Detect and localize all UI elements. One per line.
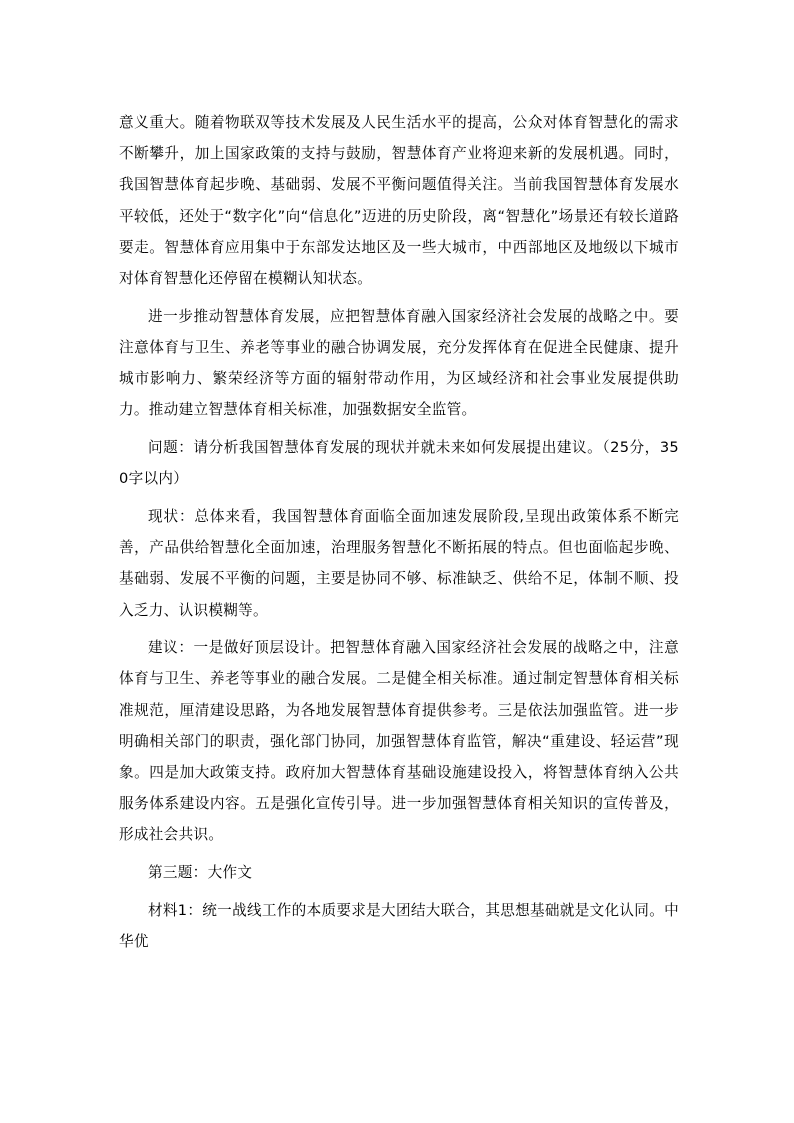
paragraph-intro: 意义重大。随着物联双等技术发展及人民生活水平的提高，公众对体育智慧化的需求不断攀升，加上国家政策的支持与鼓励，智慧体育产业将迎来新的发展机遇。同时，我国智慧体育起步晚、基础弱、发展不平衡问题值得关注。当前我国智慧体育发展水平较低，还处于“数字化”向“信息化”迈进的历史阶段，离“智慧化”场景还有较长道路要走。智慧体育应用集中于东部发达地区及一些大城市，中西部地区及地级以下城市对体育智慧化还停留在模糊认知状态。 bbox=[119, 114, 679, 288]
paragraph-material-1: 材料1：统一战线工作的本质要求是大团结大联合，其思想基础就是文化认同。中华优 bbox=[119, 901, 679, 951]
paragraph-status: 现状：总体来看，我国智慧体育面临全面加速发展阶段,呈现出政策体系不断完善，产品供给智慧化全面加速，治理服务智慧化不断拓展的特点。但也面临起步晚、基础弱、发展不平衡的问题，主要是协同不够、标准缺乏、供给不足，体制不顺、投入乏力、认识模糊等。 bbox=[119, 507, 679, 619]
paragraph-question: 问题：请分析我国智慧体育发展的现状并就未来如何发展提出建议。（25分，350字以内） bbox=[119, 439, 679, 488]
paragraph-suggestion: 建议：一是做好顶层设计。把智慧体育融入国家经济社会发展的战略之中，注意体育与卫生、养老等事业的融合发展。二是健全相关标准。通过制定智慧体育相关标准规范，厘清建设思路，为各地发展智慧体育提供参考。三是依法加强监管。进一步明确相关部门的职责，强化部门协同，加强智慧体育监管，解决“重建设、轻运营”现象。四是加大政策支持。政府加大智慧体育基础设施建设投入，将智慧体育纳入公共服务体系建设内容。五是强化宣传引导。进一步加强智慧体育相关知识的宣传普及，形成社会共识。 bbox=[119, 639, 679, 844]
section-heading: 第三题：大作文 bbox=[148, 864, 253, 882]
paragraph-promote: 进一步推动智慧体育发展，应把智慧体育融入国家经济社会发展的战略之中。要注意体育与卫生、养老等事业的融合协调发展，充分发挥体育在促进全民健康、提升城市影响力、繁荣经济等方面的辐射带动作用，为区域经济和社会事业发展提供助力。推动建立智慧体育相关标准，加强数据安全监管。 bbox=[119, 307, 679, 419]
document-body bbox=[119, 107, 679, 957]
